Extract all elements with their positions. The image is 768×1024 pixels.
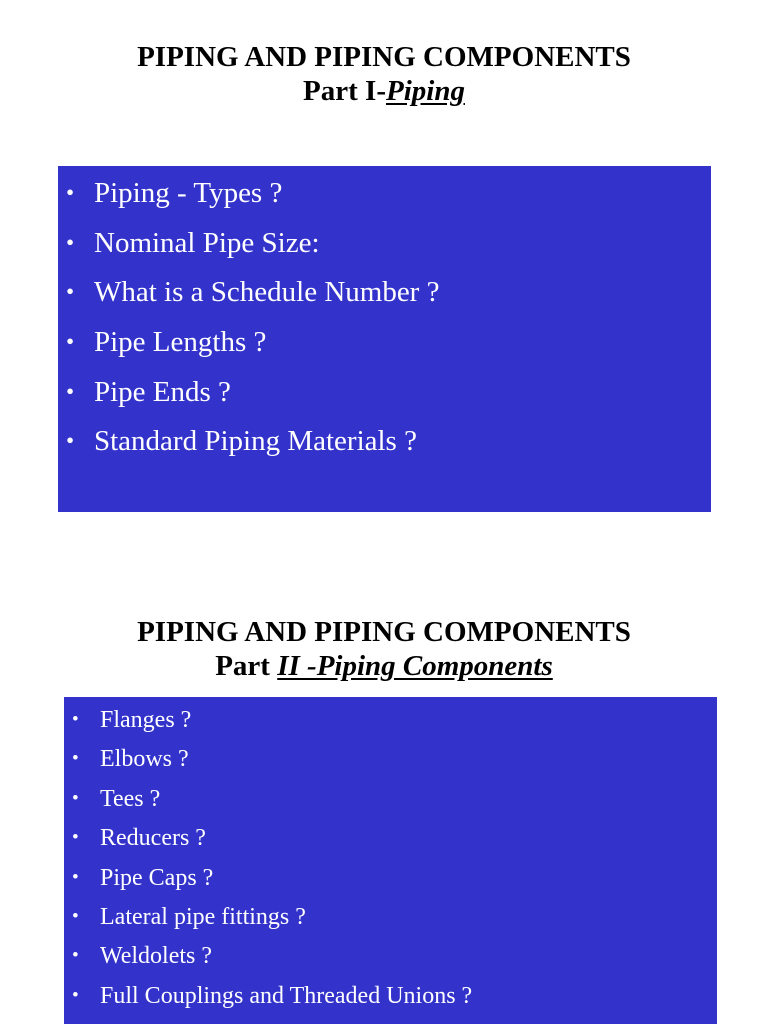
section1-title-prefix: Part I- — [303, 75, 386, 107]
bullet-item — [58, 325, 711, 375]
section2-title-line2 — [0, 649, 768, 683]
bullet-item — [64, 784, 717, 823]
bullet-text: Tees ? — [100, 785, 161, 812]
bullet-text: What is a Schedule Number ? — [94, 276, 440, 309]
bullet-text: Standard Piping Materials ? — [94, 425, 417, 458]
bullet-text: Full Couplings and Threaded Unions ? — [100, 982, 473, 1009]
bullet-item — [64, 981, 717, 1020]
bullet-item — [58, 226, 711, 276]
bullet-item — [64, 823, 717, 862]
bullet-item — [64, 744, 717, 783]
section2-bullet-list — [64, 697, 717, 1024]
section1-title-line1: PIPING AND PIPING COMPONENTS — [137, 41, 631, 73]
bullet-item — [58, 424, 711, 474]
bullet-dot: • — [72, 945, 79, 967]
section2-title-emph: II -Piping Components — [277, 650, 553, 682]
section1-title — [0, 40, 768, 108]
bullet-dot: • — [66, 329, 75, 356]
bullet-text: Elbows ? — [100, 746, 189, 773]
bullet-dot: • — [66, 279, 75, 306]
bullet-text: Lateral pipe fittings ? — [100, 903, 306, 930]
bullet-text: Piping - Types ? — [94, 177, 283, 209]
bullet-text: Flanges ? — [100, 707, 192, 733]
section1-title-line2 — [0, 74, 768, 108]
bullet-dot: • — [66, 378, 75, 405]
bullet-dot: • — [72, 709, 79, 730]
bullet-text: Pipe Lengths ? — [94, 326, 267, 359]
bullet-dot: • — [72, 866, 79, 888]
section1-bullet-list — [58, 166, 711, 512]
bullet-item — [58, 375, 711, 425]
bullet-item — [58, 275, 711, 325]
bullet-text: Pipe Caps ? — [100, 864, 214, 891]
bullet-dot: • — [72, 984, 79, 1006]
bullet-dot: • — [66, 229, 75, 256]
bullet-dot: • — [72, 905, 79, 927]
bullet-text: Reducers ? — [100, 825, 206, 852]
section2-title-line1: PIPING AND PIPING COMPONENTS — [137, 616, 631, 648]
bullet-dot: • — [72, 748, 79, 770]
section1-title-emph: Piping — [385, 75, 465, 107]
bullet-text: Weldolets ? — [100, 943, 213, 970]
bullet-item — [64, 705, 717, 744]
bullet-item — [64, 863, 717, 902]
bullet-text: Nominal Pipe Size: — [94, 226, 320, 259]
section2-title — [0, 615, 768, 683]
bullet-dot: • — [66, 428, 75, 455]
bullet-item — [64, 941, 717, 980]
bullet-dot: • — [66, 180, 75, 206]
section2-title-prefix: Part — [215, 650, 278, 682]
bullet-item — [58, 176, 711, 226]
bullet-dot: • — [72, 787, 79, 809]
bullet-item — [64, 902, 717, 941]
bullet-text: Pipe Ends ? — [94, 375, 231, 408]
bullet-dot: • — [72, 827, 79, 849]
